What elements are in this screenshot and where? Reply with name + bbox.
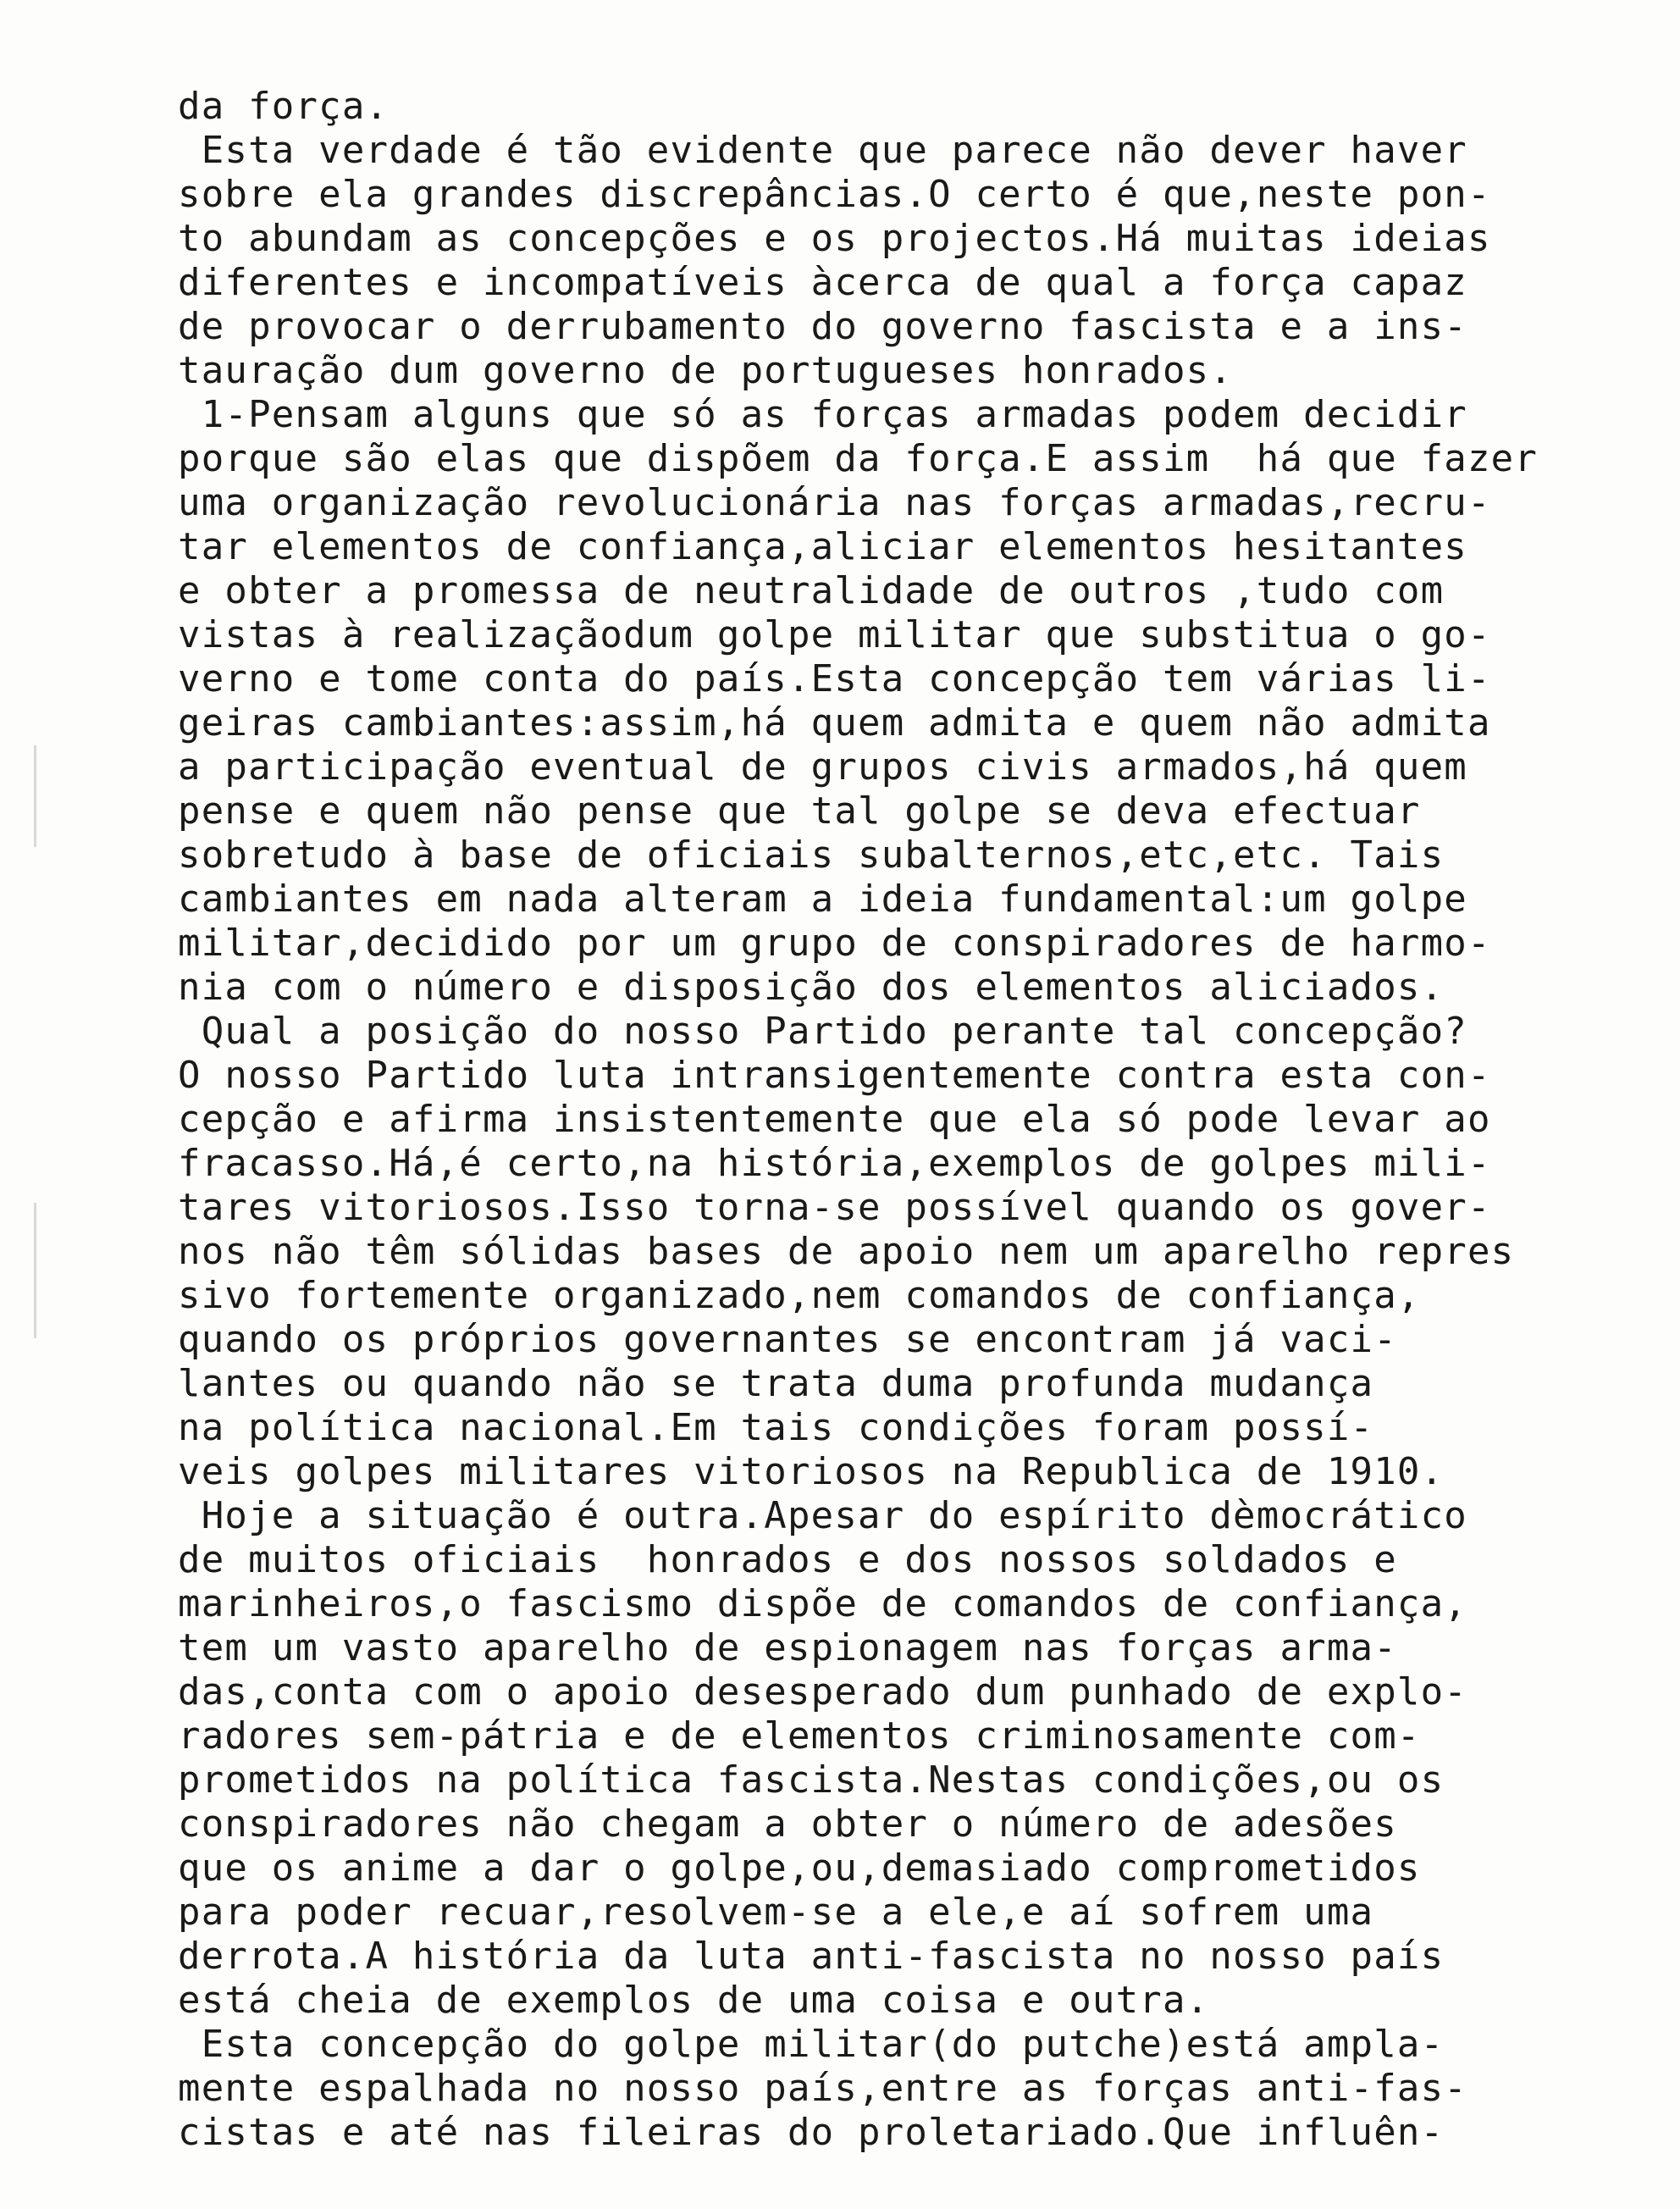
text-line: cambiantes em nada alteram a ideia fundamental:um golpe — [178, 878, 1467, 921]
text-line: sobretudo à base de oficiais subalternos,etc,etc. Tais — [178, 833, 1445, 877]
text-line: Qual a posição do nosso Partido perante tal concepção? — [178, 1010, 1467, 1053]
text-line: O nosso Partido luta intransigentemente contra esta con- — [178, 1054, 1491, 1097]
text-line: e obter a promessa de neutralidade de outros ,tudo com — [178, 569, 1445, 612]
text-line: derrota.A história da luta anti-fascista no nosso país — [178, 1935, 1445, 1978]
text-line: lantes ou quando não se trata duma profunda mudança — [178, 1362, 1374, 1405]
text-line: verno e tome conta do país.Esta concepção tem várias li- — [178, 657, 1491, 700]
text-line: nos não têm sólidas bases de apoio nem um aparelho repres — [178, 1230, 1515, 1273]
text-line: tares vitoriosos.Isso torna-se possível quando os gover- — [178, 1186, 1491, 1229]
text-line: cepção e afirma insistentemente que ela só pode levar ao — [178, 1098, 1491, 1141]
page-edge-shadow — [34, 745, 36, 847]
text-line: sivo fortemente organizado,nem comandos de confiança, — [178, 1274, 1421, 1317]
text-line: tar elementos de confiança,aliciar elementos hesitantes — [178, 525, 1467, 568]
text-line: radores sem-pátria e de elementos criminosamente com- — [178, 1714, 1421, 1758]
text-line: tauração dum governo de portugueses honrados. — [178, 349, 1234, 392]
text-line: nia com o número e disposição dos elementos aliciados. — [178, 966, 1445, 1009]
text-line: na política nacional.Em tais condições foram possí- — [178, 1406, 1374, 1449]
text-line: Esta verdade é tão evidente que parece não dever haver — [178, 129, 1467, 172]
text-line: 1-Pensam alguns que só as forças armadas podem decidir — [178, 393, 1467, 436]
text-line: conspiradores não chegam a obter o número de adesões — [178, 1802, 1397, 1846]
text-line: de muitos oficiais honrados e dos nossos soldados e — [178, 1538, 1397, 1581]
text-line: a participação eventual de grupos civis armados,há quem — [178, 745, 1467, 789]
text-line: marinheiros,o fascismo dispõe de comandos de confiança, — [178, 1582, 1467, 1625]
text-line: para poder recuar,resolvem-se a ele,e aí sofrem uma — [178, 1891, 1374, 1934]
text-line: mente espalhada no nosso país,entre as forças anti-fas- — [178, 2067, 1467, 2110]
text-line: das,conta com o apoio desesperado dum punhado de explo- — [178, 1670, 1467, 1713]
text-line: pense e quem não pense que tal golpe se deva efectuar — [178, 789, 1421, 833]
text-line: sobre ela grandes discrepâncias.O certo é que,neste pon- — [178, 173, 1491, 216]
text-line: to abundam as concepções e os projectos.Há muitas ideias — [178, 217, 1491, 260]
text-line: de provocar o derrubamento do governo fascista e a ins- — [178, 305, 1467, 348]
text-line: que os anime a dar o golpe,ou,demasiado comprometidos — [178, 1846, 1421, 1890]
text-line: fracasso.Há,é certo,na história,exemplos de golpes mili- — [178, 1142, 1491, 1185]
text-line: uma organização revolucionária nas forças armadas,recru- — [178, 481, 1491, 524]
typed-text-body — [178, 85, 1600, 2155]
text-line: cistas e até nas fileiras do proletariado.Que influên- — [178, 2111, 1445, 2154]
text-line: militar,decidido por um grupo de conspiradores de harmo- — [178, 922, 1491, 965]
text-line: geiras cambiantes:assim,há quem admita e quem não admita — [178, 701, 1491, 745]
text-line: prometidos na política fascista.Nestas condições,ou os — [178, 1758, 1445, 1802]
text-line: Hoje a situação é outra.Apesar do espírito dèmocrático — [178, 1494, 1467, 1537]
text-line: quando os próprios governantes se encontram já vaci- — [178, 1318, 1397, 1361]
text-line: está cheia de exemplos de uma coisa e outra. — [178, 1979, 1210, 2022]
text-line: veis golpes militares vitoriosos na Republica de 1910. — [178, 1450, 1445, 1493]
text-line: porque são elas que dispõem da força.E assim há que fazer — [178, 437, 1539, 480]
page-edge-shadow — [34, 1203, 36, 1338]
text-line: tem um vasto aparelho de espionagem nas forças arma- — [178, 1626, 1397, 1669]
text-line: diferentes e incompatíveis àcerca de qual a força capaz — [178, 261, 1467, 304]
text-line: Esta concepção do golpe militar(do putche)está ampla- — [178, 2023, 1445, 2066]
text-line: vistas à realizaçãodum golpe militar que substitua o go- — [178, 613, 1491, 656]
text-line: da força. — [178, 85, 390, 128]
